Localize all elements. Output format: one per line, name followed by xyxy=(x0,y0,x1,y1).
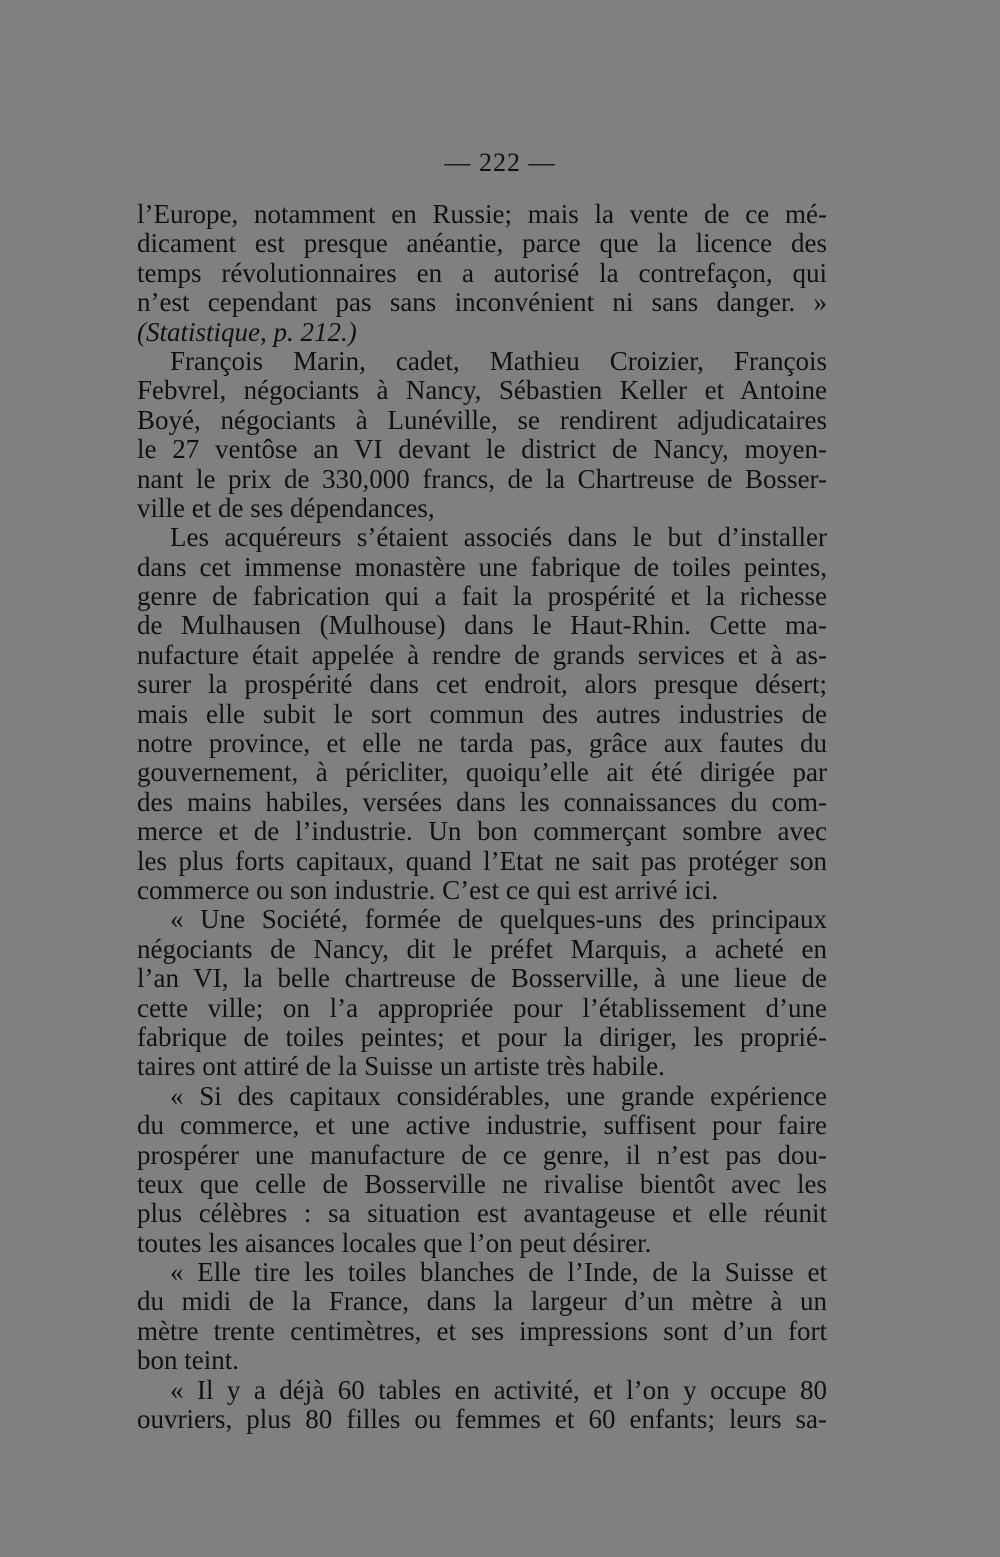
text-line: mais elle subit le sort commun des autres industries de xyxy=(137,698,827,729)
text-line: François Marin, cadet, Mathieu Croizier, François xyxy=(170,345,827,376)
body-text xyxy=(137,200,827,1434)
text-line: l’an VI, la belle chartreuse de Bosserville, à une lieue de xyxy=(137,963,827,994)
text-line: « Si des capitaux considérables, une grande expérience xyxy=(170,1080,827,1111)
text-line: notre province, et elle ne tarda pas, grâce aux fautes du xyxy=(137,728,827,759)
page-number: — 222 — xyxy=(444,148,556,177)
text-line: les plus forts capitaux, quand l’Etat ne sait pas protéger son xyxy=(137,845,827,876)
citation-line: (Statistique, p. 212.) xyxy=(137,316,357,347)
text-line: nufacture était appelée à rendre de grands services et à as- xyxy=(137,639,827,670)
text-line: surer la prospérité dans cet endroit, alors presque désert; xyxy=(137,669,827,700)
text-line: Les acquéreurs s’étaient associés dans le but d’installer xyxy=(170,522,827,553)
text-line: bon teint. xyxy=(137,1345,239,1376)
text-line: prospérer une manufacture de ce genre, il n’est pas dou- xyxy=(137,1139,827,1170)
text-line: commerce ou son industrie. C’est ce qui est arrivé ici. xyxy=(137,874,719,905)
text-line: fabrique de toiles peintes; et pour la diriger, les proprié- xyxy=(137,1021,827,1052)
text-line: dans cet immense monastère une fabrique de toiles peintes, xyxy=(137,551,827,582)
text-line: Febvrel, négociants à Nancy, Sébastien Keller et Antoine xyxy=(137,375,827,406)
text-line: dicament est presque anéantie, parce que la licence des xyxy=(137,228,827,259)
text-line: merce et de l’industrie. Un bon commerçant sombre avec xyxy=(137,816,827,847)
text-line: nant le prix de 330,000 francs, de la Chartreuse de Bosser- xyxy=(137,463,827,494)
text-line: ouvriers, plus 80 filles ou femmes et 60 enfants; leurs sa- xyxy=(137,1404,827,1435)
text-line: ville et de ses dépendances, xyxy=(137,492,435,523)
text-line: « Elle tire les toiles blanches de l’Inde, de la Suisse et xyxy=(170,1257,827,1288)
text-line: toutes les aisances locales que l’on peut désirer. xyxy=(137,1227,652,1258)
text-line: gouvernement, à péricliter, quoiqu’elle ait été dirigée par xyxy=(137,757,827,788)
text-line: l’Europe, notamment en Russie; mais la vente de ce mé- xyxy=(137,199,827,229)
text-line: taires ont attiré de la Suisse un artiste très habile. xyxy=(137,1051,665,1082)
text-line: des mains habiles, versées dans les connaissances du com- xyxy=(137,786,827,817)
text-line: du midi de la France, dans la largeur d’un mètre à un xyxy=(137,1286,827,1317)
text-line: négociants de Nancy, dit le préfet Marquis, a acheté en xyxy=(137,933,827,964)
text-line: cette ville; on l’a appropriée pour l’établissement d’une xyxy=(137,992,827,1023)
text-line: plus célèbres : sa situation est avantageuse et elle réunit xyxy=(137,1198,827,1229)
text-line: genre de fabrication qui a fait la prospérité et la richesse xyxy=(137,581,827,612)
text-line: du commerce, et une active industrie, suffisent pour faire xyxy=(137,1110,827,1141)
text-line: temps révolutionnaires en a autorisé la contrefaçon, qui xyxy=(137,257,827,288)
text-line: « Une Société, formée de quelques-uns des principaux xyxy=(170,904,827,935)
text-line: n’est cependant pas sans inconvénient ni sans danger. » xyxy=(137,287,827,318)
text-line: Boyé, négociants à Lunéville, se rendirent adjudicataires xyxy=(137,404,827,435)
text-line: mètre trente centimètres, et ses impressions sont d’un fort xyxy=(137,1315,827,1346)
text-line: le 27 ventôse an VI devant le district de Nancy, moyen- xyxy=(137,434,827,465)
text-line: de Mulhausen (Mulhouse) dans le Haut-Rhin. Cette ma- xyxy=(137,610,827,641)
text-line: « Il y a déjà 60 tables en activité, et l’on y occupe 80 xyxy=(170,1374,827,1405)
text-line: teux que celle de Bosserville ne rivalise bientôt avec les xyxy=(137,1168,827,1199)
